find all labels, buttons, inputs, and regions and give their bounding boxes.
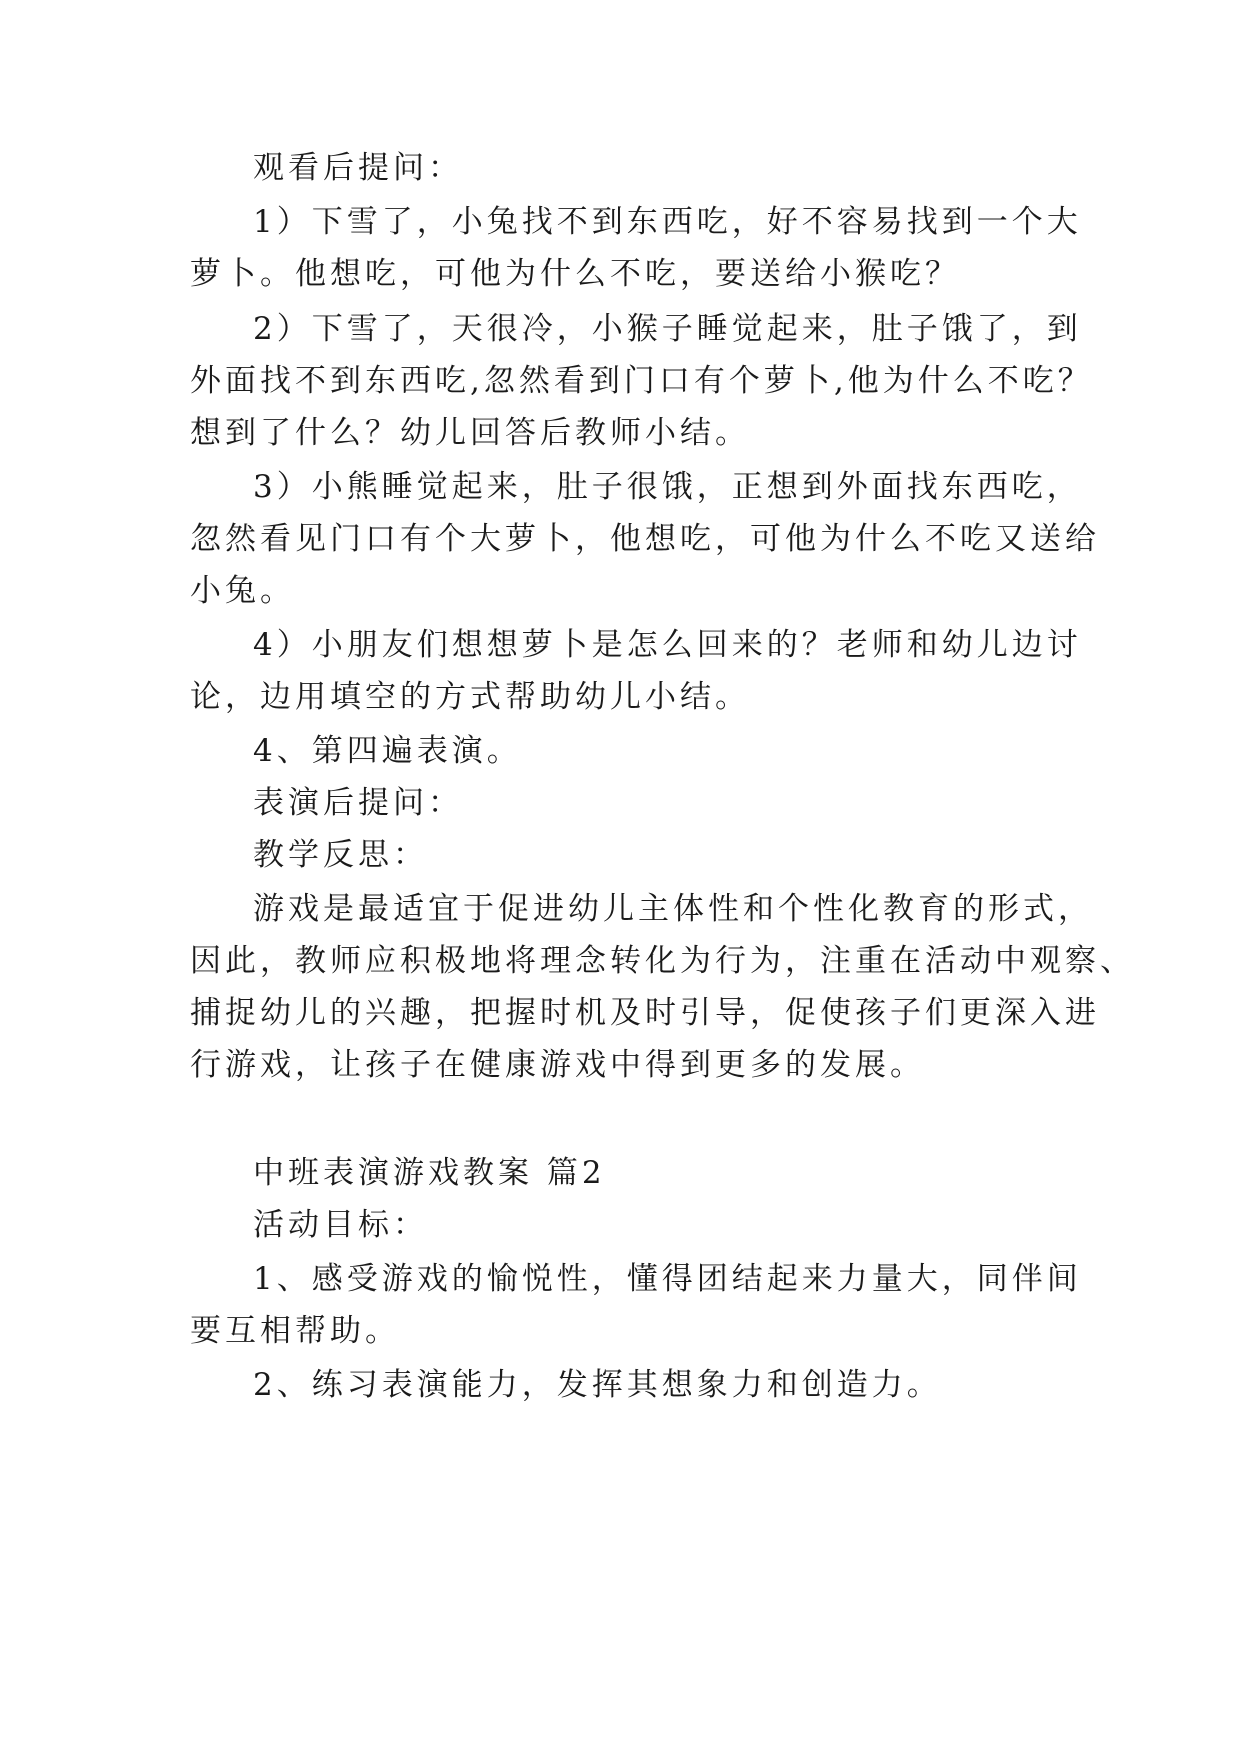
paragraph-line: 论，边用填空的方式帮助幼儿小结。 <box>190 679 750 715</box>
paragraph-line: 4）小朋友们想想萝卜是怎么回来的？老师和幼儿边讨 <box>253 627 1082 663</box>
paragraph-line: 观看后提问： <box>253 150 463 186</box>
paragraph-line: 1、感受游戏的愉悦性，懂得团结起来力量大，同伴间 <box>253 1261 1082 1297</box>
paragraph-line: 想到了什么？幼儿回答后教师小结。 <box>190 415 750 451</box>
paragraph-line: 忽然看见门口有个大萝卜，他想吃，可他为什么不吃又送给 <box>190 521 1100 557</box>
paragraph-line: 萝卜。他想吃，可他为什么不吃，要送给小猴吃？ <box>190 256 960 292</box>
paragraph-line: 要互相帮助。 <box>190 1313 400 1349</box>
paragraph-line: 小兔。 <box>190 573 295 609</box>
paragraph-line: 表演后提问： <box>253 785 463 821</box>
paragraph-line: 活动目标： <box>253 1207 428 1243</box>
paragraph-line: 4、第四遍表演。 <box>253 733 522 769</box>
paragraph-line: 3）小熊睡觉起来，肚子很饿，正想到外面找东西吃， <box>253 469 1082 505</box>
paragraph-line: 外面找不到东西吃,忽然看到门口有个萝卜,他为什么不吃？ <box>190 363 1093 399</box>
paragraph-line: 游戏是最适宜于促进幼儿主体性和个性化教育的形式， <box>253 891 1093 927</box>
paragraph-line: 因此，教师应积极地将理念转化为行为，注重在活动中观察、 <box>190 943 1135 979</box>
paragraph-line: 捕捉幼儿的兴趣，把握时机及时引导，促使孩子们更深入进 <box>190 995 1100 1031</box>
paragraph-line: 2）下雪了，天很冷，小猴子睡觉起来，肚子饿了，到 <box>253 311 1082 347</box>
section-heading: 中班表演游戏教案 篇2 <box>253 1155 606 1191</box>
paragraph-line: 行游戏，让孩子在健康游戏中得到更多的发展。 <box>190 1047 925 1083</box>
paragraph-line: 1）下雪了，小兔找不到东西吃，好不容易找到一个大 <box>253 204 1082 240</box>
paragraph-line: 教学反思： <box>253 837 428 873</box>
paragraph-line: 2、练习表演能力，发挥其想象力和创造力。 <box>253 1367 942 1403</box>
